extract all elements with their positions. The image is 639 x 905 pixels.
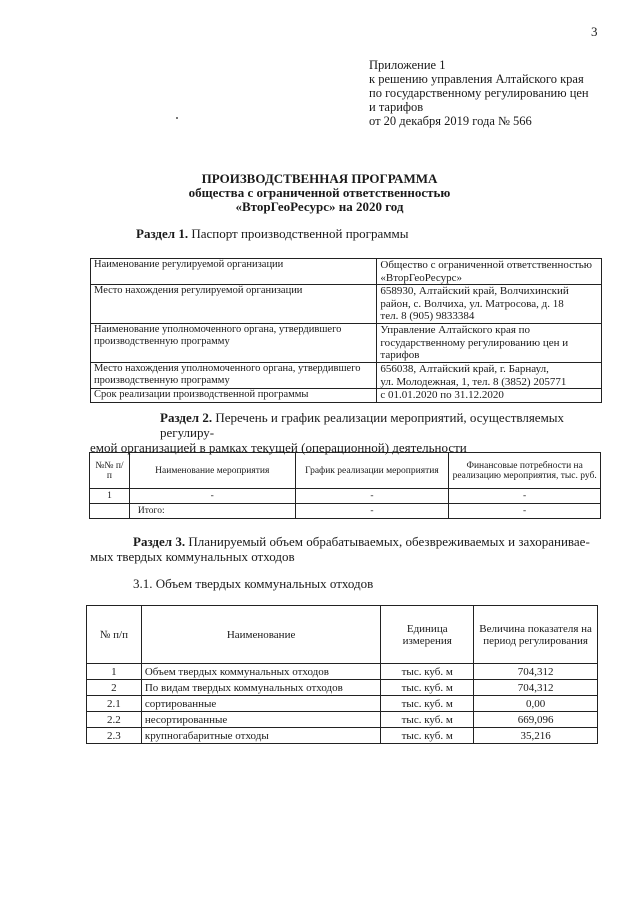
- annex-line: к решению управления Алтайского края: [369, 72, 584, 86]
- table-cell: 0,00: [474, 696, 598, 712]
- annex-block: [369, 58, 589, 128]
- table-row: [87, 696, 598, 712]
- table-row: [87, 712, 598, 728]
- column-header: № п/п: [87, 606, 142, 664]
- table-cell: тыс. куб. м: [381, 728, 474, 744]
- table-cell: -: [449, 489, 601, 504]
- table-cell: -: [129, 489, 295, 504]
- column-header: Единица измерения: [381, 606, 474, 664]
- table-cell: несортированные: [141, 712, 380, 728]
- cell-line: ул. Молодежная, 1, тел. 8 (3852) 205771: [380, 375, 567, 388]
- section3-heading: [90, 534, 602, 564]
- document-title: [0, 172, 639, 214]
- section2-label: Раздел 2.: [160, 410, 213, 425]
- table-row: [91, 324, 602, 363]
- table-cell: тыс. куб. м: [381, 696, 474, 712]
- title-line-1: ПРОИЗВОДСТВЕННАЯ ПРОГРАММА: [201, 171, 438, 186]
- column-header: График реализации мероприятия: [295, 453, 449, 489]
- title-line-3: «ВторГеоРесурс» на 2020 год: [235, 199, 404, 214]
- table-row: [87, 680, 598, 696]
- section3-title-1: Планируемый объем обрабатываемых, обезвреживаемых и захоранивае-: [188, 534, 590, 549]
- table-cell: 704,312: [474, 664, 598, 680]
- scan-speck: [176, 117, 178, 119]
- column-header: Наименование мероприятия: [129, 453, 295, 489]
- table-cell: тыс. куб. м: [381, 664, 474, 680]
- table-cell: [377, 259, 602, 285]
- table-cell: -: [295, 489, 449, 504]
- table-row: [91, 259, 602, 285]
- table-cell: 1: [87, 664, 142, 680]
- table-cell: тыс. куб. м: [381, 712, 474, 728]
- cell-line: тел. 8 (905) 9833384: [380, 310, 475, 322]
- table-cell: 704,312: [474, 680, 598, 696]
- section2-title-1: Перечень и график реализации мероприятий, осуществляемых регулиру-: [160, 410, 565, 440]
- table-cell: По видам твердых коммунальных отходов: [141, 680, 380, 696]
- section2-heading: [90, 410, 602, 455]
- table-row: [91, 285, 602, 324]
- table-cell: 35,216: [474, 728, 598, 744]
- table-cell: Объем твердых коммунальных отходов: [141, 664, 380, 680]
- table-cell: [377, 324, 602, 363]
- section1-label: Раздел 1.: [136, 226, 189, 241]
- section3-title-2: мых твердых коммунальных отходов: [90, 549, 295, 564]
- annex-line: Приложение 1: [369, 58, 446, 72]
- page-number: 3: [591, 24, 598, 39]
- table-cell: -: [449, 504, 601, 519]
- table-cell: 2.1: [87, 696, 142, 712]
- table-cell: Наименование уполномоченного органа, утвердившего производственную программу: [91, 324, 377, 363]
- table-row: [91, 363, 602, 389]
- section3-subtitle: 3.1. Объем твердых коммунальных отходов: [133, 576, 374, 591]
- section2-title-2: емой организацией в рамках текущей (операционной) деятельности: [90, 440, 467, 455]
- table-cell: 2.3: [87, 728, 142, 744]
- annex-line: и тарифов: [369, 100, 424, 114]
- table-cell: -: [295, 504, 449, 519]
- section1-title: Паспорт производственной программы: [191, 226, 409, 241]
- cell-line: район, с. Волчиха, ул. Матросова, д. 18: [380, 297, 564, 310]
- cell-line: «ВторГеоРесурс»: [380, 271, 463, 284]
- column-header: Финансовые потребности на реализацию мероприятия, тыс. руб.: [449, 453, 601, 489]
- table-cell: Место нахождения регулируемой организации: [91, 285, 377, 324]
- table-cell: [90, 504, 130, 519]
- table-cell: 2: [87, 680, 142, 696]
- table-cell: [377, 389, 602, 403]
- column-header: Величина показателя на период регулирования: [474, 606, 598, 664]
- cell-line: 658930, Алтайский край, Волчихинский: [380, 285, 569, 297]
- section3-label: Раздел 3.: [133, 534, 186, 549]
- table-cell: [377, 285, 602, 324]
- table-header-row: [90, 453, 601, 489]
- table-cell: Наименование регулируемой организации: [91, 259, 377, 285]
- section2-heading-line1: [90, 410, 602, 440]
- annex-line: по государственному регулированию цен: [369, 86, 589, 100]
- table-cell: 2.2: [87, 712, 142, 728]
- cell-line: государственному регулированию цен и: [380, 336, 569, 349]
- table-row: [90, 504, 601, 519]
- cell-line: тарифов: [380, 349, 420, 361]
- table-cell: [377, 363, 602, 389]
- passport-table: [90, 258, 602, 403]
- table-row: [91, 389, 602, 403]
- table-row: [87, 728, 598, 744]
- waste-volume-table: [86, 605, 598, 744]
- column-header: №№ п/п: [90, 453, 130, 489]
- title-line-2: общества с ограниченной ответственностью: [188, 185, 451, 200]
- cell-line: Управление Алтайского края по: [380, 324, 531, 336]
- table-cell: 1: [90, 489, 130, 504]
- measures-table: [89, 452, 601, 519]
- annex-line: от 20 декабря 2019 года № 566: [369, 114, 532, 128]
- section1-heading: [136, 226, 408, 241]
- table-cell: Итого:: [129, 504, 295, 519]
- table-header-row: [87, 606, 598, 664]
- cell-line: 656038, Алтайский край, г. Барнаул,: [380, 363, 549, 375]
- table-cell: 669,096: [474, 712, 598, 728]
- cell-line: с 01.01.2020 по 31.12.2020: [380, 389, 504, 401]
- table-row: [90, 489, 601, 504]
- table-cell: Срок реализации производственной программы: [91, 389, 377, 403]
- cell-line: Общество с ограниченной ответственностью: [380, 259, 593, 271]
- table-cell: тыс. куб. м: [381, 680, 474, 696]
- column-header: Наименование: [141, 606, 380, 664]
- table-cell: сортированные: [141, 696, 380, 712]
- table-row: [87, 664, 598, 680]
- table-cell: крупногабаритные отходы: [141, 728, 380, 744]
- section3-heading-line1: [90, 534, 602, 549]
- table-cell: Место нахождения уполномоченного органа, утвердившего производственную программу: [91, 363, 377, 389]
